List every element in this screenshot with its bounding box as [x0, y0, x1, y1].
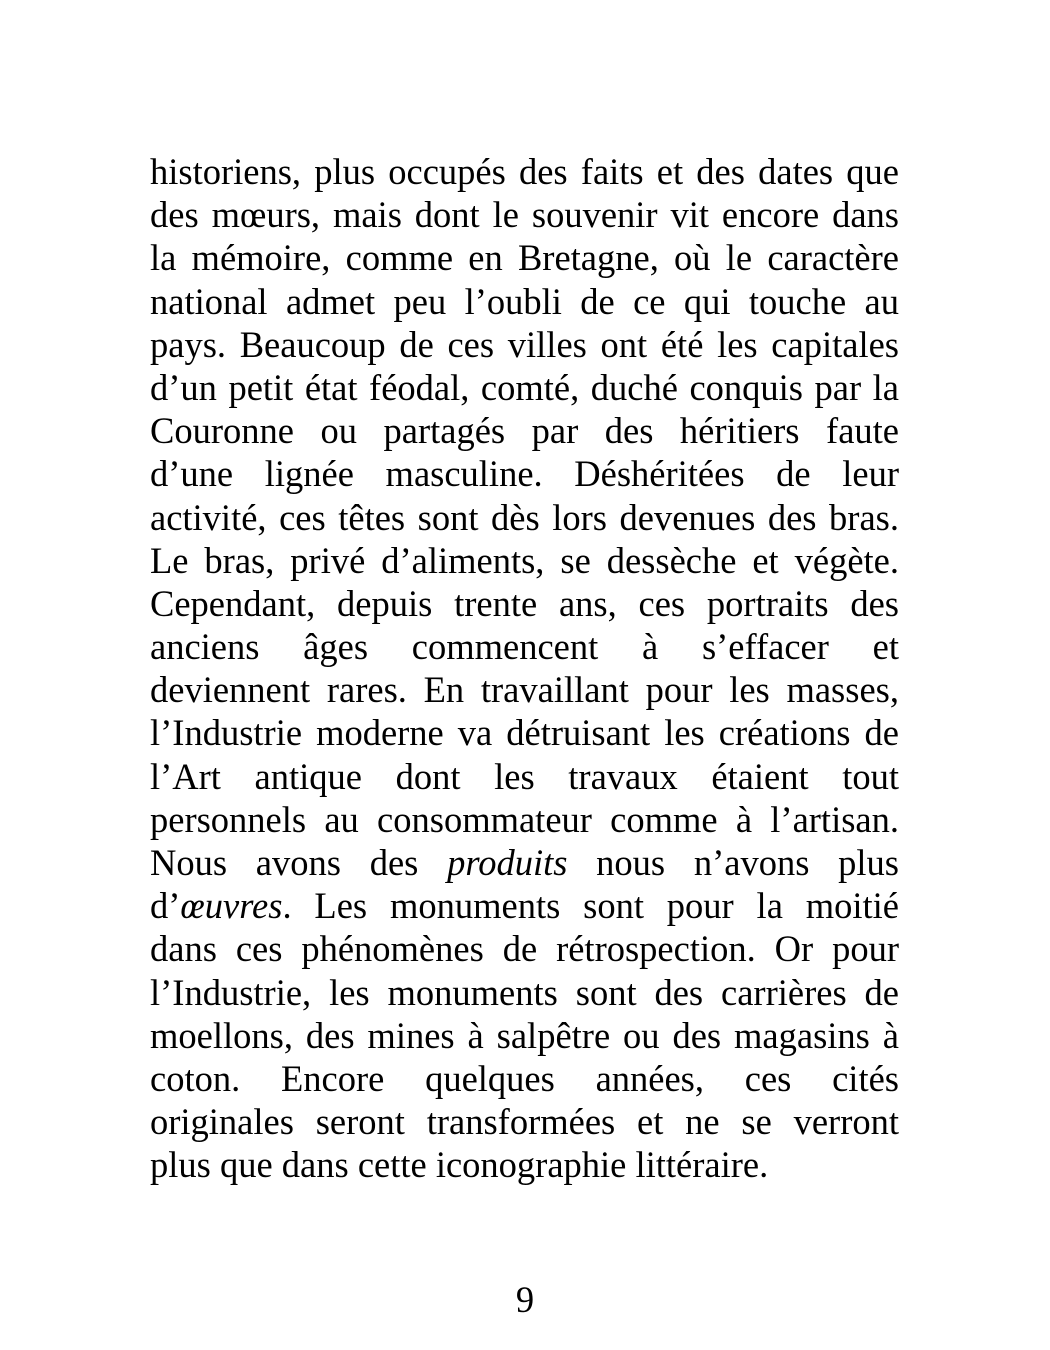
- text-line: national admet peu l’oubli de ce qui touche au: [150, 280, 899, 322]
- text-line: coton. Encore quelques années, ces cités: [150, 1057, 899, 1099]
- text-segment: nous n’avons plus: [567, 842, 900, 883]
- text-line: des mœurs, mais dont le souvenir vit encore dans: [150, 194, 899, 236]
- italic-word-produits: produits: [447, 842, 568, 883]
- text-line: d’une lignée masculine. Déshéritées de leur: [150, 453, 899, 495]
- text-line: activité, ces têtes sont dès lors devenues des bras.: [150, 496, 899, 538]
- text-line: originales seront transformées et ne se verront: [150, 1101, 899, 1143]
- text-line-final: plus que dans cette iconographie littéraire.: [150, 1144, 769, 1186]
- text-line: d’un petit état féodal, comté, duché conquis par la: [150, 366, 899, 408]
- text-line: Cependant, depuis trente ans, ces portraits des: [150, 582, 899, 624]
- italic-word-oeuvres: œuvres: [180, 885, 283, 927]
- text-line: l’Art antique dont les travaux étaient tout: [150, 755, 899, 797]
- text-line: Le bras, privé d’aliments, se dessèche et végète.: [150, 539, 899, 581]
- text-line-with-emphasis: [150, 841, 899, 884]
- text-segment: Nous avons des: [150, 842, 448, 883]
- text-line: la mémoire, comme en Bretagne, où le caractère: [150, 237, 899, 279]
- body-paragraph: [150, 150, 899, 1187]
- text-segment: . Les monuments sont pour la moitié: [282, 885, 899, 927]
- text-line: pays. Beaucoup de ces villes ont été les capitales: [150, 323, 899, 365]
- text-line: anciens âges commencent à s’effacer et: [150, 626, 899, 668]
- text-line: dans ces phénomènes de rétrospection. Or pour: [150, 928, 899, 970]
- page-number: 9: [515, 1279, 535, 1320]
- text-line: deviennent rares. En travaillant pour les masses,: [150, 669, 899, 711]
- text-segment: d’: [150, 885, 181, 927]
- text-line-with-emphasis: [150, 884, 899, 927]
- text-line: Couronne ou partagés par des héritiers faute: [150, 410, 899, 452]
- text-line: moellons, des mines à salpêtre ou des magasins à: [150, 1014, 899, 1056]
- text-line: l’Industrie moderne va détruisant les créations de: [150, 712, 899, 754]
- text-line: historiens, plus occupés des faits et des dates que: [150, 151, 899, 192]
- text-line: personnels au consommateur comme à l’artisan.: [150, 798, 899, 840]
- text-line: l’Industrie, les monuments sont des carrières de: [150, 971, 899, 1013]
